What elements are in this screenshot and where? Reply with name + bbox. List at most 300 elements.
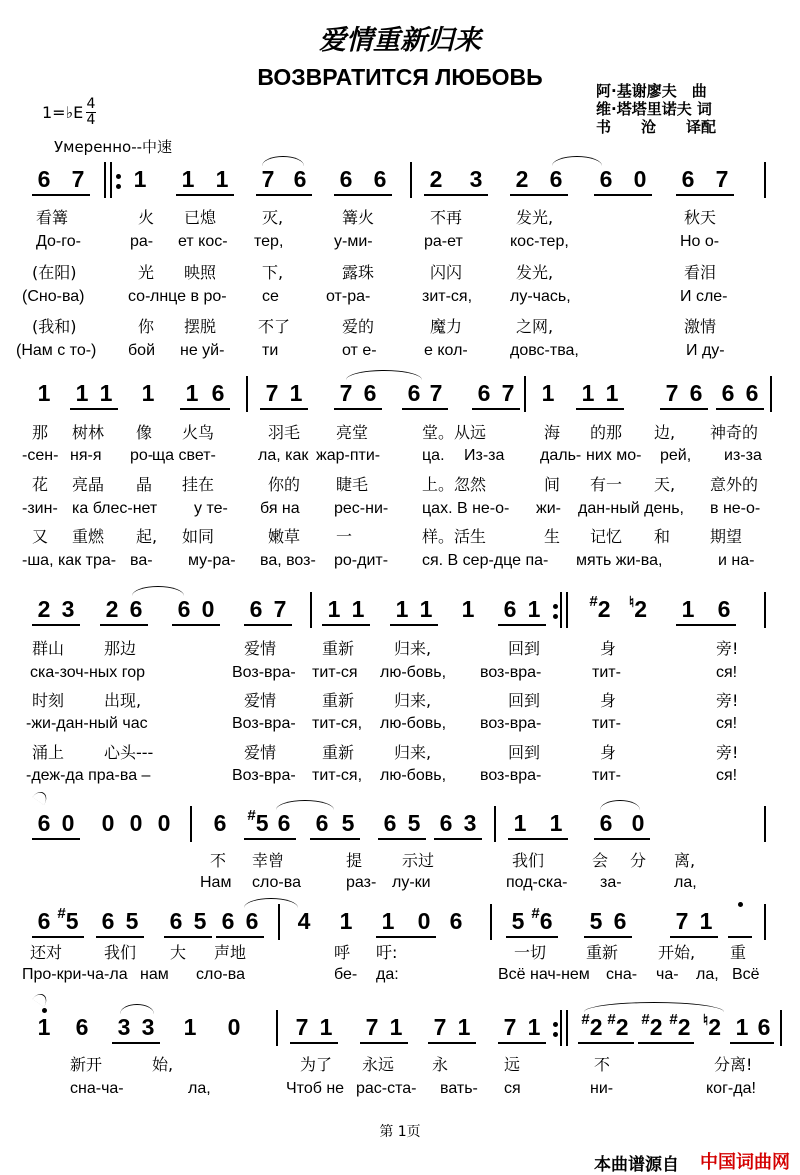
lyric-syllable: се (262, 288, 279, 305)
note: 1 (581, 380, 595, 406)
lyric-syllable: 激情 (684, 317, 717, 336)
lyric-syllable: 堂。从远 (422, 423, 487, 442)
note: 6 (37, 810, 51, 836)
bar-line (770, 376, 772, 412)
lyric-syllable: ка блес-нет (72, 500, 158, 517)
lyric-syllable: ня-я (70, 447, 102, 464)
note: 6 (599, 166, 613, 192)
lyric-syllable: 意外的 (710, 475, 759, 494)
note: 1 (395, 596, 409, 622)
beam-underline (638, 1042, 694, 1044)
lyric-syllable: ро-дит- (334, 552, 389, 569)
note: 1 (513, 810, 527, 836)
lyric-syllable: Воз-вра- (232, 664, 296, 681)
octave-or-repeat-dot (738, 902, 743, 907)
lyric-syllable: 看篝 (36, 208, 69, 227)
lyric-syllable: бой (128, 342, 155, 359)
lyrics-line (0, 664, 800, 686)
note: 6 (339, 166, 353, 192)
beam-underline (730, 1042, 774, 1044)
beam-underline (594, 838, 650, 840)
lyric-syllable: жар-пти- (316, 447, 381, 464)
lyrics-line (0, 874, 800, 896)
note: 1 (339, 908, 353, 934)
beam-underline (322, 624, 370, 626)
lyric-syllable: (我和) (32, 317, 77, 336)
note: 6 (293, 166, 307, 192)
beam-underline (244, 624, 292, 626)
note: 1 (381, 908, 395, 934)
beam-underline (660, 408, 708, 410)
lyrics-line (0, 500, 800, 522)
lyric-syllable: 重新 (322, 743, 355, 762)
octave-or-repeat-dot (553, 614, 558, 619)
lyric-syllable: лю-бовь, (380, 767, 447, 784)
beam-underline (510, 194, 568, 196)
lyric-syllable: 回到 (508, 639, 541, 658)
note: 0 (157, 810, 171, 836)
note: 1 (351, 596, 365, 622)
note: 6 (211, 380, 225, 406)
note: #2 (607, 1011, 629, 1040)
lyric-syllable: 看泪 (684, 263, 717, 282)
lyric-syllable: в не-о- (710, 500, 761, 517)
lyric-syllable: -сен- (22, 447, 59, 464)
note: 0 (631, 810, 645, 836)
lyric-syllable: До-го- (36, 233, 81, 250)
lyric-syllable: лю-бовь, (380, 715, 447, 732)
note: 0 (417, 908, 431, 934)
lyrics-line (0, 472, 800, 494)
lyrics-line (0, 688, 800, 710)
lyrics-line (0, 342, 800, 364)
lyric-syllable: 重燃 (72, 527, 105, 546)
octave-or-repeat-dot (42, 1008, 47, 1013)
note: 6 (477, 380, 491, 406)
bar-line (410, 162, 412, 198)
note: 6 (315, 810, 329, 836)
lyric-syllable: 和 (654, 527, 671, 546)
lyric-syllable: ся (504, 1080, 521, 1097)
lyric-syllable: сна-ча- (70, 1080, 124, 1097)
beam-underline (716, 408, 764, 410)
note: #5 (57, 905, 79, 934)
lyric-syllable: за- (600, 874, 622, 891)
lyric-syllable: ет кос- (178, 233, 228, 250)
lyric-syllable: 露珠 (342, 263, 375, 282)
note: 1 (389, 1014, 403, 1040)
lyric-syllable: сна- (606, 966, 638, 983)
note: 6 (177, 596, 191, 622)
lyric-syllable: рас-ста- (356, 1080, 417, 1097)
site-link[interactable]: 中国词曲网 (700, 1152, 790, 1173)
lyric-syllable: 示过 (402, 851, 435, 870)
lyric-syllable: 挂在 (182, 475, 215, 494)
lyrics-line (0, 767, 800, 789)
lyric-syllable: не уй- (180, 342, 225, 359)
lyric-syllable: 亮堂 (336, 423, 369, 442)
note: 3 (117, 1014, 131, 1040)
lyric-syllable: 那边 (104, 639, 137, 658)
lyrics-line (0, 740, 800, 762)
note: 5 (407, 810, 421, 836)
note: ♮2 (628, 594, 648, 622)
lyric-syllable: 摆脱 (184, 317, 217, 336)
bar-line (764, 806, 766, 842)
lyrics-line (0, 1052, 800, 1074)
lyric-syllable: 重 (730, 943, 747, 962)
beam-underline (594, 194, 652, 196)
note: 6 (221, 908, 235, 934)
lyric-syllable: 重新 (322, 639, 355, 658)
lyric-syllable: 爱的 (342, 317, 375, 336)
slur-tie (120, 1004, 154, 1014)
lyric-syllable: 边, (654, 423, 676, 442)
lyric-syllable: 篝火 (342, 208, 375, 227)
slur-tie (32, 789, 49, 805)
lyrics-line (0, 233, 800, 255)
lyric-syllable: 会 (592, 851, 609, 870)
slur-tie (32, 991, 49, 1007)
note: 7 (265, 380, 279, 406)
note: 7 (71, 166, 85, 192)
note: 7 (433, 1014, 447, 1040)
lyric-syllable: бя на (260, 500, 300, 517)
beam-underline (310, 838, 360, 840)
lyric-syllable: со- (128, 288, 151, 305)
lyric-syllable: 记忆 (590, 527, 623, 546)
note: 1 (181, 166, 195, 192)
lyrics-line (0, 447, 800, 469)
note: 1 (735, 1014, 749, 1040)
lyric-syllable: 间 (544, 475, 561, 494)
lyric-syllable: 羽毛 (268, 423, 301, 442)
note: 2 (515, 166, 529, 192)
beam-underline (256, 194, 312, 196)
lyric-syllable: вать- (440, 1080, 478, 1097)
note: #2 (669, 1011, 691, 1040)
lyric-syllable: 火鸟 (182, 423, 215, 442)
lyric-syllable: ща свет- (152, 447, 216, 464)
lyric-syllable: 亮晶 (72, 475, 105, 494)
lyric-syllable: 我们 (512, 851, 545, 870)
lyrics-line (0, 260, 800, 282)
note: 0 (101, 810, 115, 836)
lyric-syllable: ла, (696, 966, 719, 983)
lyric-syllable: 又 (32, 527, 49, 546)
note: 1 (461, 596, 475, 622)
lyric-syllable: тит- (592, 664, 621, 681)
lyric-syllable: ся. В сер-дце па- (422, 552, 549, 569)
lyric-syllable: 天, (654, 475, 676, 494)
note: 1 (37, 1014, 51, 1040)
bar-line (190, 806, 192, 842)
note: 7 (295, 1014, 309, 1040)
lyrics-line (0, 288, 800, 310)
bar-line (764, 904, 766, 940)
lyric-syllable: 像 (136, 423, 153, 442)
beam-underline (424, 194, 488, 196)
lyric-syllable: 回到 (508, 743, 541, 762)
lyric-syllable: -ша, как тра- (22, 552, 117, 569)
note: 7 (503, 1014, 517, 1040)
time-signature-top: 4 (86, 96, 96, 112)
lyric-syllable: 不 (594, 1055, 611, 1074)
lyric-syllable: у-ми- (334, 233, 373, 250)
lyric-syllable: 身 (600, 691, 617, 710)
lyric-syllable: му-ра- (188, 552, 236, 569)
beam-underline (334, 408, 382, 410)
bar-line (110, 162, 112, 198)
note: 1 (457, 1014, 471, 1040)
lyric-syllable: 树林 (72, 423, 105, 442)
lyric-syllable: 我们 (104, 943, 137, 962)
lyric-syllable: (Нам с то-) (16, 342, 97, 359)
lyric-syllable: ла, (674, 874, 697, 891)
note: 1 (133, 166, 147, 192)
credit-lyricist: 维·塔塔里诺夫 词 (596, 100, 712, 118)
lyric-syllable: 提 (346, 851, 363, 870)
lyric-syllable: ти (262, 342, 279, 359)
lyric-syllable: 旁! (716, 743, 739, 762)
lyric-syllable: тит- (592, 715, 621, 732)
lyric-syllable: И ду- (686, 342, 725, 359)
lyric-syllable: лу-ки (392, 874, 431, 891)
bar-line (276, 1010, 278, 1046)
lyric-syllable: ска-зоч-ных гор (30, 664, 146, 681)
note: 6 (249, 596, 263, 622)
lyric-syllable: ся! (716, 664, 738, 681)
note: 1 (319, 1014, 333, 1040)
beam-underline (508, 838, 568, 840)
lyric-syllable: 嫩草 (268, 527, 301, 546)
note: 6 (757, 1014, 771, 1040)
lyric-syllable: И сле- (680, 288, 728, 305)
beam-underline (100, 624, 148, 626)
note: 6 (745, 380, 759, 406)
lyric-syllable: 生 (544, 527, 561, 546)
lyric-syllable: тит- (592, 767, 621, 784)
lyric-syllable: 有一 (590, 475, 623, 494)
lyric-syllable: 光 (138, 263, 155, 282)
note: 1 (215, 166, 229, 192)
music-system-5 (0, 905, 800, 942)
note: 6 (717, 596, 731, 622)
note: 7 (429, 380, 443, 406)
lyric-syllable: ла, (188, 1080, 211, 1097)
tempo-marking: Умеренно--中速 (54, 138, 173, 156)
beam-underline (584, 936, 632, 938)
lyric-syllable: 永远 (362, 1055, 395, 1074)
note: 5 (341, 810, 355, 836)
lyric-syllable: Про-кри-ча-ла (22, 966, 128, 983)
note: 6 (613, 908, 627, 934)
lyric-syllable: 归来, (394, 639, 432, 658)
lyric-syllable: 群山 (32, 639, 65, 658)
lyric-syllable: Воз-вра- (232, 715, 296, 732)
bar-line (560, 592, 562, 628)
beam-underline (402, 408, 448, 410)
lyric-syllable: 始, (152, 1055, 174, 1074)
lyric-syllable: ни- (590, 1080, 614, 1097)
lyric-syllable: сло-ва (196, 966, 245, 983)
slur-tie (132, 586, 184, 596)
note: 5 (125, 908, 139, 934)
bar-line (764, 592, 766, 628)
beam-underline (176, 194, 234, 196)
beam-underline (676, 194, 734, 196)
note: 7 (501, 380, 515, 406)
lyrics-line (0, 966, 800, 988)
note: 7 (273, 596, 287, 622)
note: 6 (439, 810, 453, 836)
note: 1 (327, 596, 341, 622)
beam-underline (32, 838, 80, 840)
lyric-syllable: 重新 (322, 691, 355, 710)
octave-or-repeat-dot (553, 1032, 558, 1037)
lyric-syllable: тер, (254, 233, 284, 250)
note: 0 (201, 596, 215, 622)
lyric-syllable: 样。活生 (422, 527, 487, 546)
lyric-syllable: 火 (138, 208, 155, 227)
lyric-syllable: 爱情 (244, 639, 277, 658)
note: 7 (365, 1014, 379, 1040)
lyric-syllable: 吁: (376, 943, 398, 962)
beam-underline (96, 936, 144, 938)
lyric-syllable: Чтоб не (286, 1080, 345, 1097)
lyric-syllable: тит-ся, (312, 767, 363, 784)
note: 1 (527, 1014, 541, 1040)
music-system-4 (0, 807, 800, 844)
note: 1 (75, 380, 89, 406)
lyric-syllable: 爱情 (244, 743, 277, 762)
lyric-syllable: 旁! (716, 639, 739, 658)
note: 6 (75, 1014, 89, 1040)
lyric-syllable: 神奇的 (710, 423, 759, 442)
lyric-syllable: 离, (674, 851, 696, 870)
note: 3 (141, 1014, 155, 1040)
lyric-syllable: 你的 (268, 475, 301, 494)
lyric-syllable: 幸曾 (252, 851, 285, 870)
lyrics-line (0, 420, 800, 442)
beam-underline (472, 408, 520, 410)
beam-underline (576, 408, 624, 410)
lyric-syllable: Но о- (680, 233, 720, 250)
beam-underline (244, 838, 296, 840)
beam-underline (216, 936, 264, 938)
bar-line (310, 592, 312, 628)
lyric-syllable: 回到 (508, 691, 541, 710)
song-title-russian: ВОЗВРАТИТСЯ ЛЮБОВЬ (257, 64, 543, 90)
beam-underline (172, 624, 220, 626)
beam-underline (578, 1042, 634, 1044)
lyric-syllable: жи- (536, 500, 561, 517)
note: 3 (61, 596, 75, 622)
lyrics-line (0, 205, 800, 227)
lyrics-line (0, 636, 800, 658)
lyric-syllable: воз-вра- (480, 715, 542, 732)
lyric-syllable: Нам (200, 874, 232, 891)
note: 6 (169, 908, 183, 934)
note: 5 (193, 908, 207, 934)
lyric-syllable: 心头--- (104, 743, 154, 762)
beam-underline (334, 194, 392, 196)
beam-underline (506, 936, 558, 938)
note: 6 (277, 810, 291, 836)
page-number: 第 1页 (379, 1124, 421, 1140)
lyric-syllable: 下, (262, 263, 284, 282)
beam-underline (390, 624, 438, 626)
beam-underline (32, 194, 90, 196)
note: 2 (105, 596, 119, 622)
lyric-syllable: 声地 (214, 943, 247, 962)
music-system-6 (0, 1011, 800, 1048)
lyric-syllable: ва, воз- (260, 552, 316, 569)
note: 5 (589, 908, 603, 934)
lyric-syllable: мять жи-ва, (576, 552, 663, 569)
slur-tie (346, 370, 422, 380)
beam-underline (260, 408, 308, 410)
lyric-syllable: 分离! (714, 1055, 753, 1074)
bar-line (104, 162, 106, 198)
bar-line (490, 904, 492, 940)
lyric-syllable: 闪闪 (430, 263, 463, 282)
lyric-syllable: под-ска- (506, 874, 568, 891)
lyric-syllable: ра-ет (424, 233, 463, 250)
key-signature: 1=♭E (42, 103, 84, 122)
lyric-syllable: 魔力 (430, 317, 463, 336)
lyric-syllable: рес-ни- (334, 500, 389, 517)
note: 6 (383, 810, 397, 836)
lyric-syllable: 秋天 (684, 208, 717, 227)
note: 0 (227, 1014, 241, 1040)
lyric-syllable: них мо- (586, 447, 642, 464)
lyrics-line (0, 940, 800, 962)
lyric-syllable: воз-вра- (480, 664, 542, 681)
beam-underline (498, 624, 546, 626)
lyric-syllable: 不了 (258, 317, 291, 336)
lyric-syllable: 永 (432, 1055, 449, 1074)
slur-tie (276, 800, 334, 810)
lyric-syllable: 期望 (710, 527, 743, 546)
lyric-syllable: 开始, (658, 943, 696, 962)
note: #2 (589, 593, 611, 622)
lyric-syllable: 发光, (516, 208, 554, 227)
note: 6 (689, 380, 703, 406)
bar-line (764, 162, 766, 198)
note: 3 (463, 810, 477, 836)
bar-line (494, 806, 496, 842)
note: 1 (99, 380, 113, 406)
note: 1 (549, 810, 563, 836)
lyric-syllable: -деж-да пра-ва – (26, 767, 151, 784)
lyrics-line (0, 1080, 800, 1102)
note: 7 (665, 380, 679, 406)
lyric-syllable: воз-вра- (480, 767, 542, 784)
note: #6 (531, 905, 553, 934)
source-label: 本曲谱源自 (594, 1155, 679, 1175)
lyric-syllable: ла, как (258, 447, 309, 464)
lyric-syllable: 之网, (516, 317, 554, 336)
lyric-syllable: лнце в ро- (150, 288, 227, 305)
beam-underline (428, 1042, 476, 1044)
note: 1 (699, 908, 713, 934)
octave-or-repeat-dot (553, 604, 558, 609)
lyric-syllable: тит-ся (312, 664, 358, 681)
note: ♮2 (702, 1012, 722, 1040)
lyric-syllable: кос-тер, (510, 233, 569, 250)
beam-underline (70, 408, 118, 410)
